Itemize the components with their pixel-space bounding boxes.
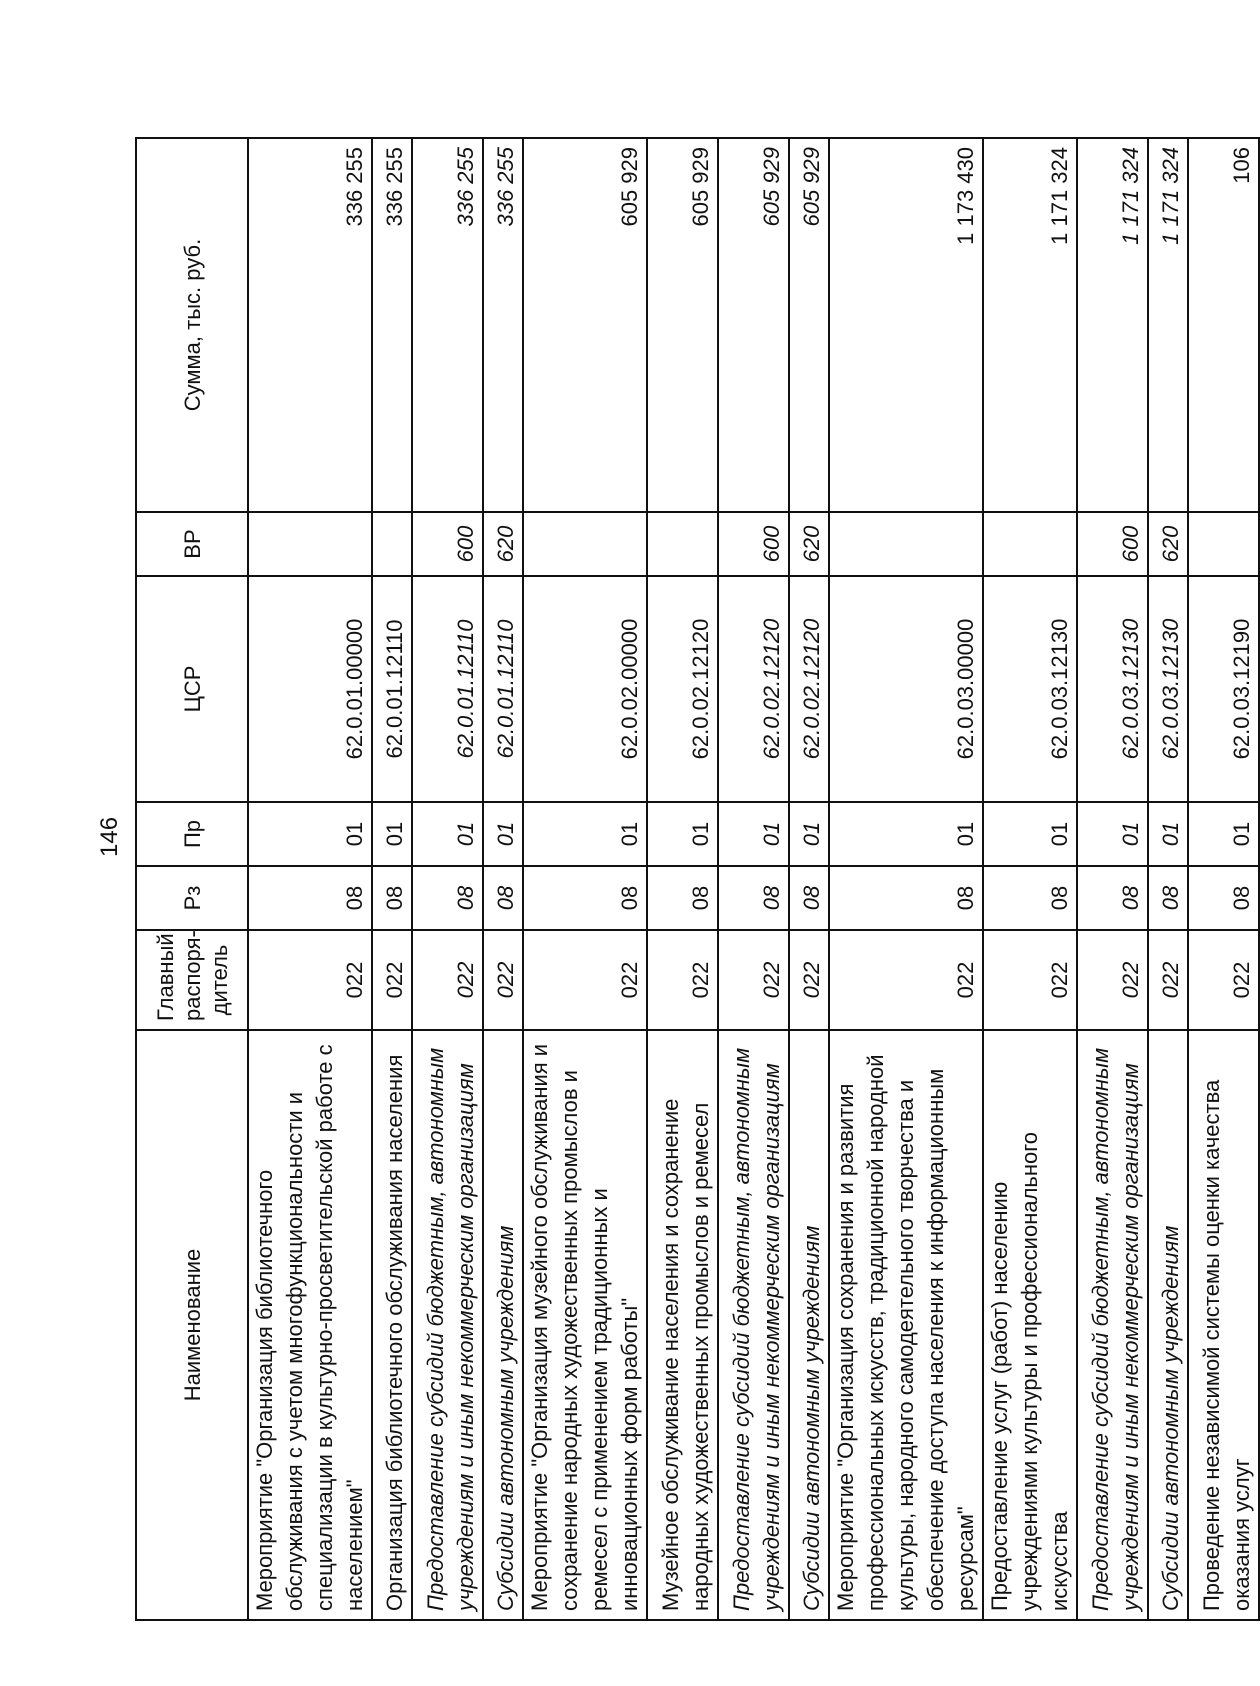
cell-vr: [647, 512, 718, 576]
cell-csr: 62.0.03.00000: [829, 576, 983, 802]
cell-rz: 08: [483, 866, 523, 930]
cell-sum: 1 171 324: [983, 138, 1077, 512]
cell-name: Субсидии автономным учреждениям: [483, 1030, 523, 1620]
cell-name: Музейное обслуживание населения и сохранение народных художественных промыслов и ремесел: [647, 1030, 718, 1620]
cell-rz: 08: [523, 866, 647, 930]
cell-name: Предоставление субсидий бюджетным, автономным учреждениям и иным некоммерческим организациям: [1077, 1030, 1148, 1620]
cell-sum: 605 929: [523, 138, 647, 512]
cell-sum: 605 929: [789, 138, 829, 512]
cell-name: Мероприятие "Организация сохранения и развития профессиональных искусств, традиционной народной культуры, народного самодеятельного творчества и обеспечение доступа населения к информационным ресурсам": [829, 1030, 983, 1620]
table-row: [829, 138, 983, 1620]
cell-pr: 01: [647, 802, 718, 866]
budget-table: [135, 137, 1260, 1621]
cell-csr: 62.0.01.00000: [248, 576, 372, 802]
table-row: [789, 138, 829, 1620]
cell-grbs: 022: [248, 930, 372, 1030]
cell-rz: 08: [1188, 866, 1259, 930]
cell-name: Субсидии автономным учреждениям: [1148, 1030, 1188, 1620]
cell-grbs: 022: [647, 930, 718, 1030]
cell-rz: 08: [1148, 866, 1188, 930]
table-body: [248, 138, 1259, 1620]
cell-sum: 336 255: [412, 138, 483, 512]
cell-pr: 01: [523, 802, 647, 866]
cell-pr: 01: [1148, 802, 1188, 866]
cell-name: Предоставление услуг (работ) населению учреждениями культуры и профессионального искусства: [983, 1030, 1077, 1620]
cell-grbs: 022: [1188, 930, 1259, 1030]
cell-csr: 62.0.01.12110: [483, 576, 523, 802]
table-row: [718, 138, 789, 1620]
cell-grbs: 022: [1148, 930, 1188, 1030]
cell-vr: [983, 512, 1077, 576]
cell-grbs: 022: [412, 930, 483, 1030]
cell-name: Субсидии автономным учреждениям: [789, 1030, 829, 1620]
cell-sum: 1 173 430: [829, 138, 983, 512]
cell-pr: 01: [829, 802, 983, 866]
cell-grbs: 022: [523, 930, 647, 1030]
cell-csr: 62.0.02.00000: [523, 576, 647, 802]
cell-pr: 01: [1188, 802, 1259, 866]
cell-name: Мероприятие "Организация музейного обслуживания и сохранение народных художественных промыслов и ремесел с применением традиционных и инновационных форм работы": [523, 1030, 647, 1620]
cell-csr: 62.0.02.12120: [718, 576, 789, 802]
cell-rz: 08: [829, 866, 983, 930]
cell-csr: 62.0.02.12120: [647, 576, 718, 802]
cell-rz: 08: [718, 866, 789, 930]
cell-vr: [1188, 512, 1259, 576]
cell-sum: 336 255: [248, 138, 372, 512]
cell-vr: [248, 512, 372, 576]
cell-vr: 600: [412, 512, 483, 576]
cell-vr: 620: [789, 512, 829, 576]
cell-vr: 620: [483, 512, 523, 576]
cell-sum: 1 171 324: [1077, 138, 1148, 512]
cell-sum: 336 255: [372, 138, 412, 512]
cell-pr: 01: [483, 802, 523, 866]
cell-name: Проведение независимой системы оценки качества оказания услуг: [1188, 1030, 1259, 1620]
cell-vr: 600: [718, 512, 789, 576]
header-name: Наименование: [136, 1030, 248, 1620]
cell-csr: 62.0.03.12190: [1188, 576, 1259, 802]
cell-rz: 08: [1077, 866, 1148, 930]
header-sum: Сумма, тыс. руб.: [136, 138, 248, 512]
header-grbs: Главный распоря-дитель: [136, 930, 248, 1030]
cell-sum: 605 929: [718, 138, 789, 512]
page-number: 146: [96, 816, 123, 857]
rotated-table-wrapper: [135, 139, 1254, 1621]
table-row: [1188, 138, 1259, 1620]
cell-grbs: 022: [372, 930, 412, 1030]
table-row: [248, 138, 372, 1620]
cell-sum: 1 171 324: [1148, 138, 1188, 512]
table-row: [523, 138, 647, 1620]
cell-grbs: 022: [1077, 930, 1148, 1030]
cell-pr: 01: [718, 802, 789, 866]
cell-name: Мероприятие "Организация библиотечного обслуживания с учетом многофункциональности и специализации в культурно-просветительской работе с населением": [248, 1030, 372, 1620]
cell-csr: 62.0.03.12130: [983, 576, 1077, 802]
cell-grbs: 022: [483, 930, 523, 1030]
cell-pr: 01: [372, 802, 412, 866]
cell-grbs: 022: [718, 930, 789, 1030]
cell-sum: 336 255: [483, 138, 523, 512]
cell-rz: 08: [983, 866, 1077, 930]
cell-pr: 01: [412, 802, 483, 866]
cell-pr: 01: [248, 802, 372, 866]
cell-csr: 62.0.03.12130: [1077, 576, 1148, 802]
table-row: [372, 138, 412, 1620]
table-row: [983, 138, 1077, 1620]
cell-pr: 01: [983, 802, 1077, 866]
cell-rz: 08: [372, 866, 412, 930]
cell-grbs: 022: [789, 930, 829, 1030]
table-row: [647, 138, 718, 1620]
cell-csr: 62.0.01.12110: [412, 576, 483, 802]
header-vr: ВР: [136, 512, 248, 576]
header-csr: ЦСР: [136, 576, 248, 802]
table-row: [412, 138, 483, 1620]
cell-vr: 600: [1077, 512, 1148, 576]
table-header-row: [136, 138, 248, 1620]
table-row: [1077, 138, 1148, 1620]
cell-name: Организация библиотечного обслуживания населения: [372, 1030, 412, 1620]
cell-name: Предоставление субсидий бюджетным, автономным учреждениям и иным некоммерческим организациям: [412, 1030, 483, 1620]
cell-rz: 08: [789, 866, 829, 930]
cell-vr: [523, 512, 647, 576]
cell-pr: 01: [1077, 802, 1148, 866]
cell-vr: [829, 512, 983, 576]
cell-rz: 08: [412, 866, 483, 930]
cell-rz: 08: [248, 866, 372, 930]
header-pr: Пр: [136, 802, 248, 866]
table-row: [483, 138, 523, 1620]
cell-name: Предоставление субсидий бюджетным, автономным учреждениям и иным некоммерческим организациям: [718, 1030, 789, 1620]
cell-pr: 01: [789, 802, 829, 866]
cell-vr: 620: [1148, 512, 1188, 576]
cell-rz: 08: [647, 866, 718, 930]
cell-grbs: 022: [983, 930, 1077, 1030]
cell-grbs: 022: [829, 930, 983, 1030]
cell-sum: 605 929: [647, 138, 718, 512]
cell-csr: 62.0.02.12120: [789, 576, 829, 802]
cell-csr: 62.0.03.12130: [1148, 576, 1188, 802]
cell-sum: 106: [1188, 138, 1259, 512]
cell-vr: [372, 512, 412, 576]
cell-csr: 62.0.01.12110: [372, 576, 412, 802]
table-row: [1148, 138, 1188, 1620]
header-rz: Рз: [136, 866, 248, 930]
